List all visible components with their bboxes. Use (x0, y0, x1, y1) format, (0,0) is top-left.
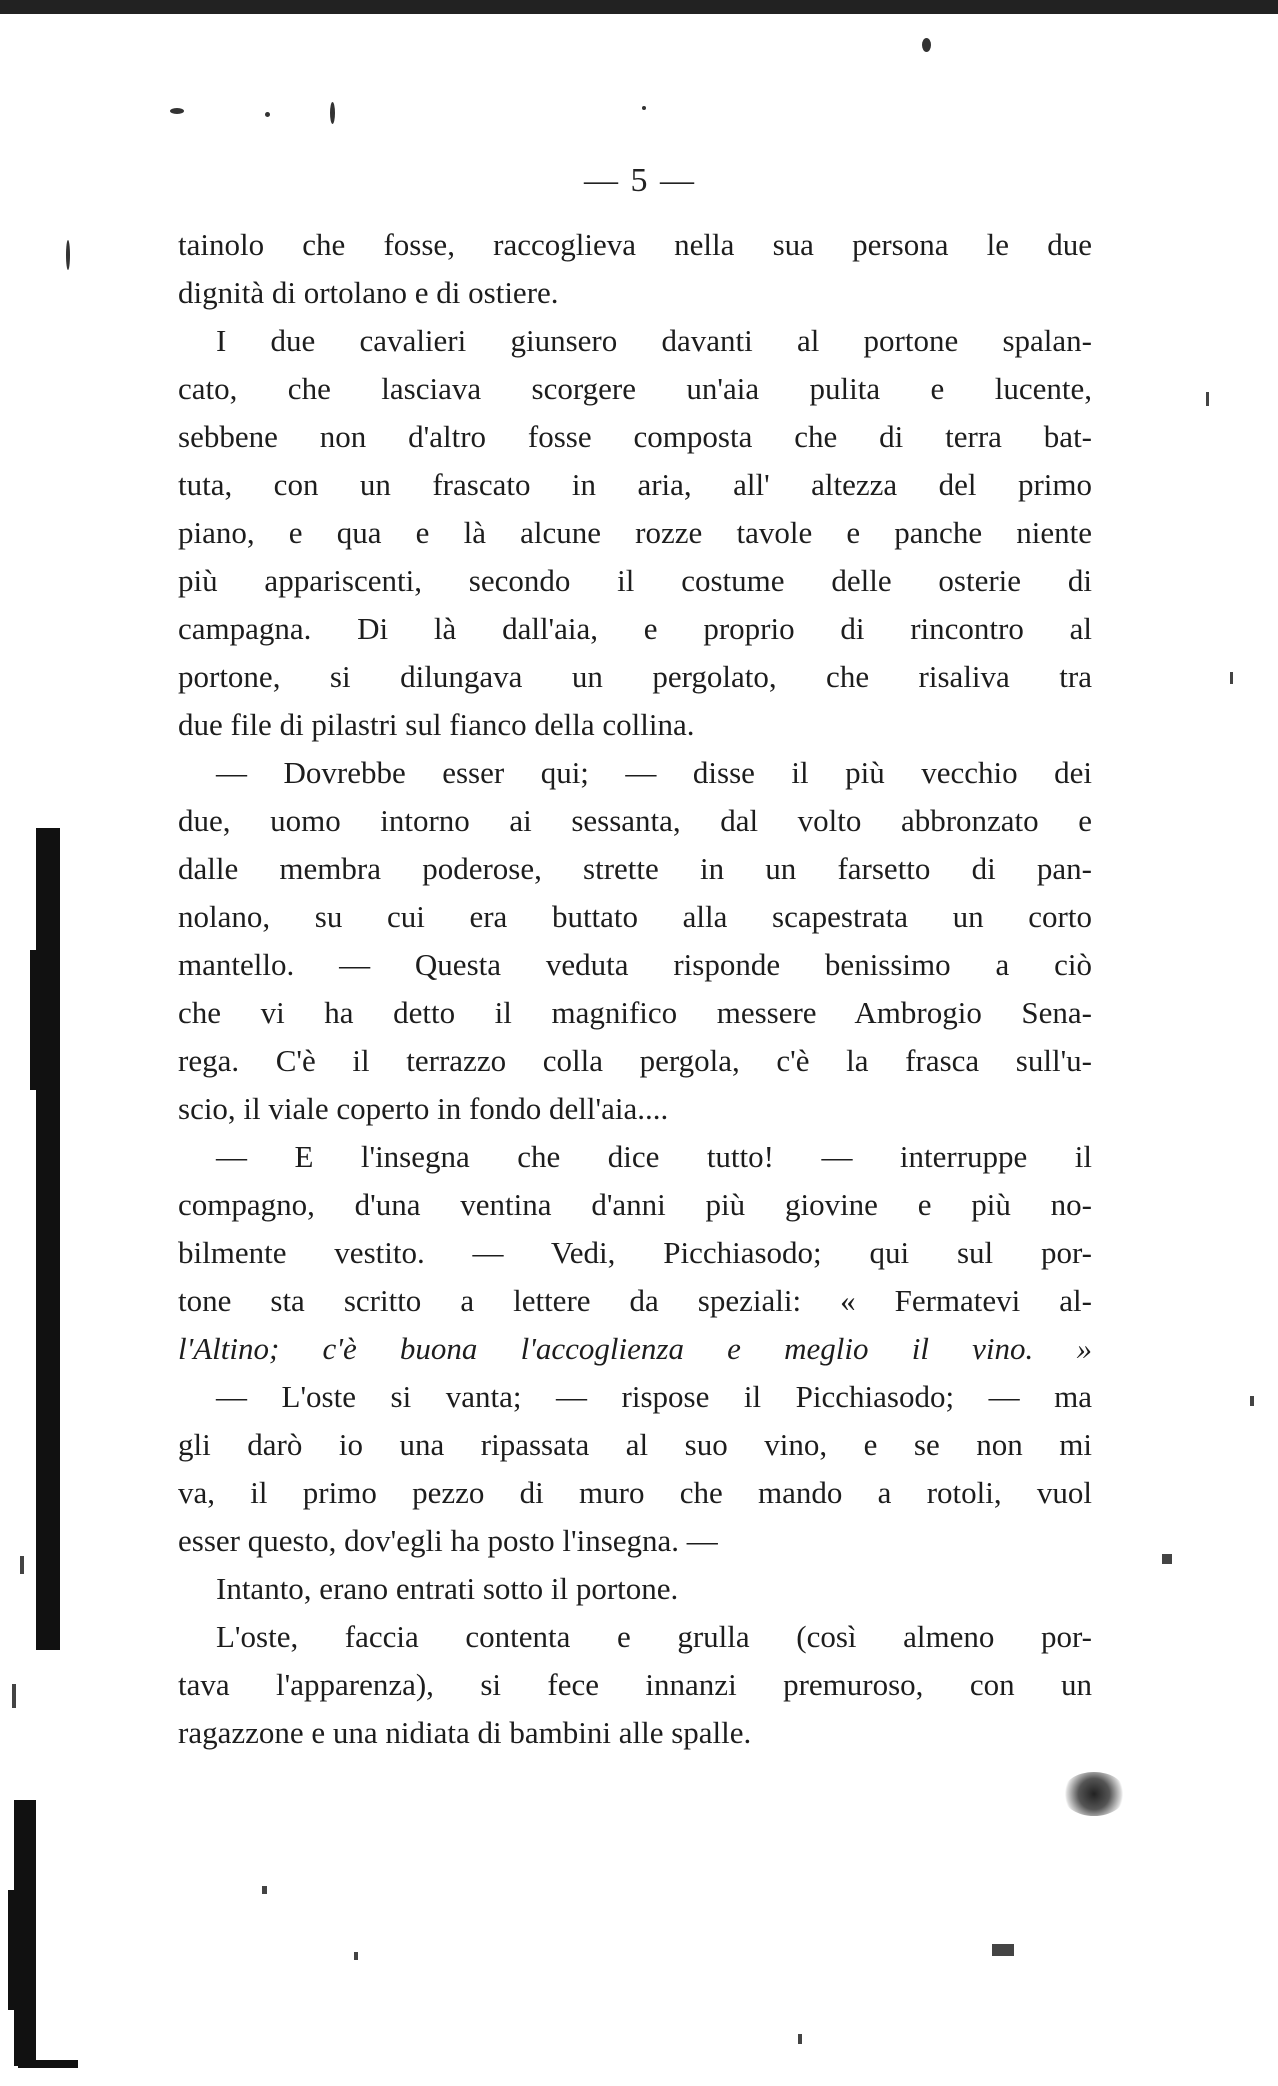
margin-tick (20, 1556, 24, 1574)
body-text (178, 221, 1092, 1757)
binding-edge-mark (36, 828, 60, 1650)
scan-speck (66, 240, 70, 270)
top-scan-border (0, 0, 1278, 14)
text-line: portone, si dilungava un pergolato, che risaliva tra (178, 659, 1092, 694)
text-line: Intanto, erano entrati sotto il portone. (216, 1571, 679, 1606)
text-line: cato, che lasciava scorgere un'aia pulita e lucente, (178, 371, 1092, 406)
scan-speck (642, 106, 646, 110)
ink-blot (1062, 1772, 1126, 1816)
binding-edge-mark (18, 2060, 78, 2068)
margin-tick (1206, 392, 1209, 406)
margin-tick (1230, 672, 1233, 684)
text-line: dignità di ortolano e di ostiere. (178, 275, 559, 310)
text-line: — Dovrebbe esser qui; — disse il più vecchio dei (216, 755, 1092, 790)
margin-tick (262, 1886, 267, 1894)
text-line: bilmente vestito. — Vedi, Picchiasodo; qui sul por- (178, 1235, 1092, 1270)
text-line: tuta, con un frascato in aria, all' altezza del primo (178, 467, 1092, 502)
text-line: due, uomo intorno ai sessanta, dal volto abbronzato e (178, 803, 1092, 838)
text-line: tava l'apparenza), si fece innanzi premuroso, con un (178, 1667, 1092, 1702)
margin-tick (992, 1944, 1014, 1956)
text-line: più appariscenti, secondo il costume delle osterie di (178, 563, 1092, 598)
text-line: scio, il viale coperto in fondo dell'aia.... (178, 1091, 669, 1126)
margin-tick (354, 1952, 358, 1960)
margin-tick (12, 1684, 16, 1708)
binding-edge-mark (30, 950, 38, 1090)
text-line: — E l'insegna che dice tutto! — interruppe il (216, 1139, 1092, 1174)
text-line: tone sta scritto a lettere da speziali: « Fermatevi al- (178, 1283, 1092, 1318)
scan-speck (330, 102, 335, 124)
text-line: piano, e qua e là alcune rozze tavole e panche niente (178, 515, 1092, 550)
text-line: L'oste, faccia contenta e grulla (così almeno por- (216, 1619, 1092, 1654)
scan-speck (265, 112, 270, 117)
binding-edge-mark (8, 1890, 16, 2010)
text-line: va, il primo pezzo di muro che mando a rotoli, vuol (178, 1475, 1092, 1510)
text-line: che vi ha detto il magnifico messere Ambrogio Sena- (178, 995, 1092, 1030)
margin-tick (798, 2034, 802, 2044)
text-line: esser questo, dov'egli ha posto l'insegna. — (178, 1523, 718, 1558)
text-line: ragazzone e una nidiata di bambini alle spalle. (178, 1715, 752, 1750)
margin-tick (1250, 1396, 1254, 1406)
text-line: dalle membra poderose, strette in un farsetto di pan- (178, 851, 1092, 886)
text-line: mantello. — Questa veduta risponde benissimo a ciò (178, 947, 1092, 982)
text-line: I due cavalieri giunsero davanti al portone spalan- (216, 323, 1092, 358)
margin-tick (1162, 1554, 1172, 1564)
text-line: tainolo che fosse, raccoglieva nella sua persona le due (178, 227, 1092, 262)
text-line: rega. C'è il terrazzo colla pergola, c'è la frasca sull'u- (178, 1043, 1092, 1078)
text-line: compagno, d'una ventina d'anni più giovine e più no- (178, 1187, 1092, 1222)
text-line: — L'oste si vanta; — rispose il Picchiasodo; — ma (216, 1379, 1092, 1414)
text-line: campagna. Di là dall'aia, e proprio di rincontro al (178, 611, 1092, 646)
page-number: — 5 — (584, 162, 696, 199)
text-line: due file di pilastri sul fianco della collina. (178, 707, 695, 742)
scan-speck (170, 108, 184, 114)
text-line: sebbene non d'altro fosse composta che di terra bat- (178, 419, 1092, 454)
binding-edge-mark (14, 1800, 36, 2066)
text-line: l'Altino; c'è buona l'accoglienza e meglio il vino. » (178, 1331, 1092, 1366)
scan-speck (922, 38, 931, 52)
text-line: nolano, su cui era buttato alla scapestrata un corto (178, 899, 1092, 934)
text-line: gli darò io una ripassata al suo vino, e se non mi (178, 1427, 1092, 1462)
